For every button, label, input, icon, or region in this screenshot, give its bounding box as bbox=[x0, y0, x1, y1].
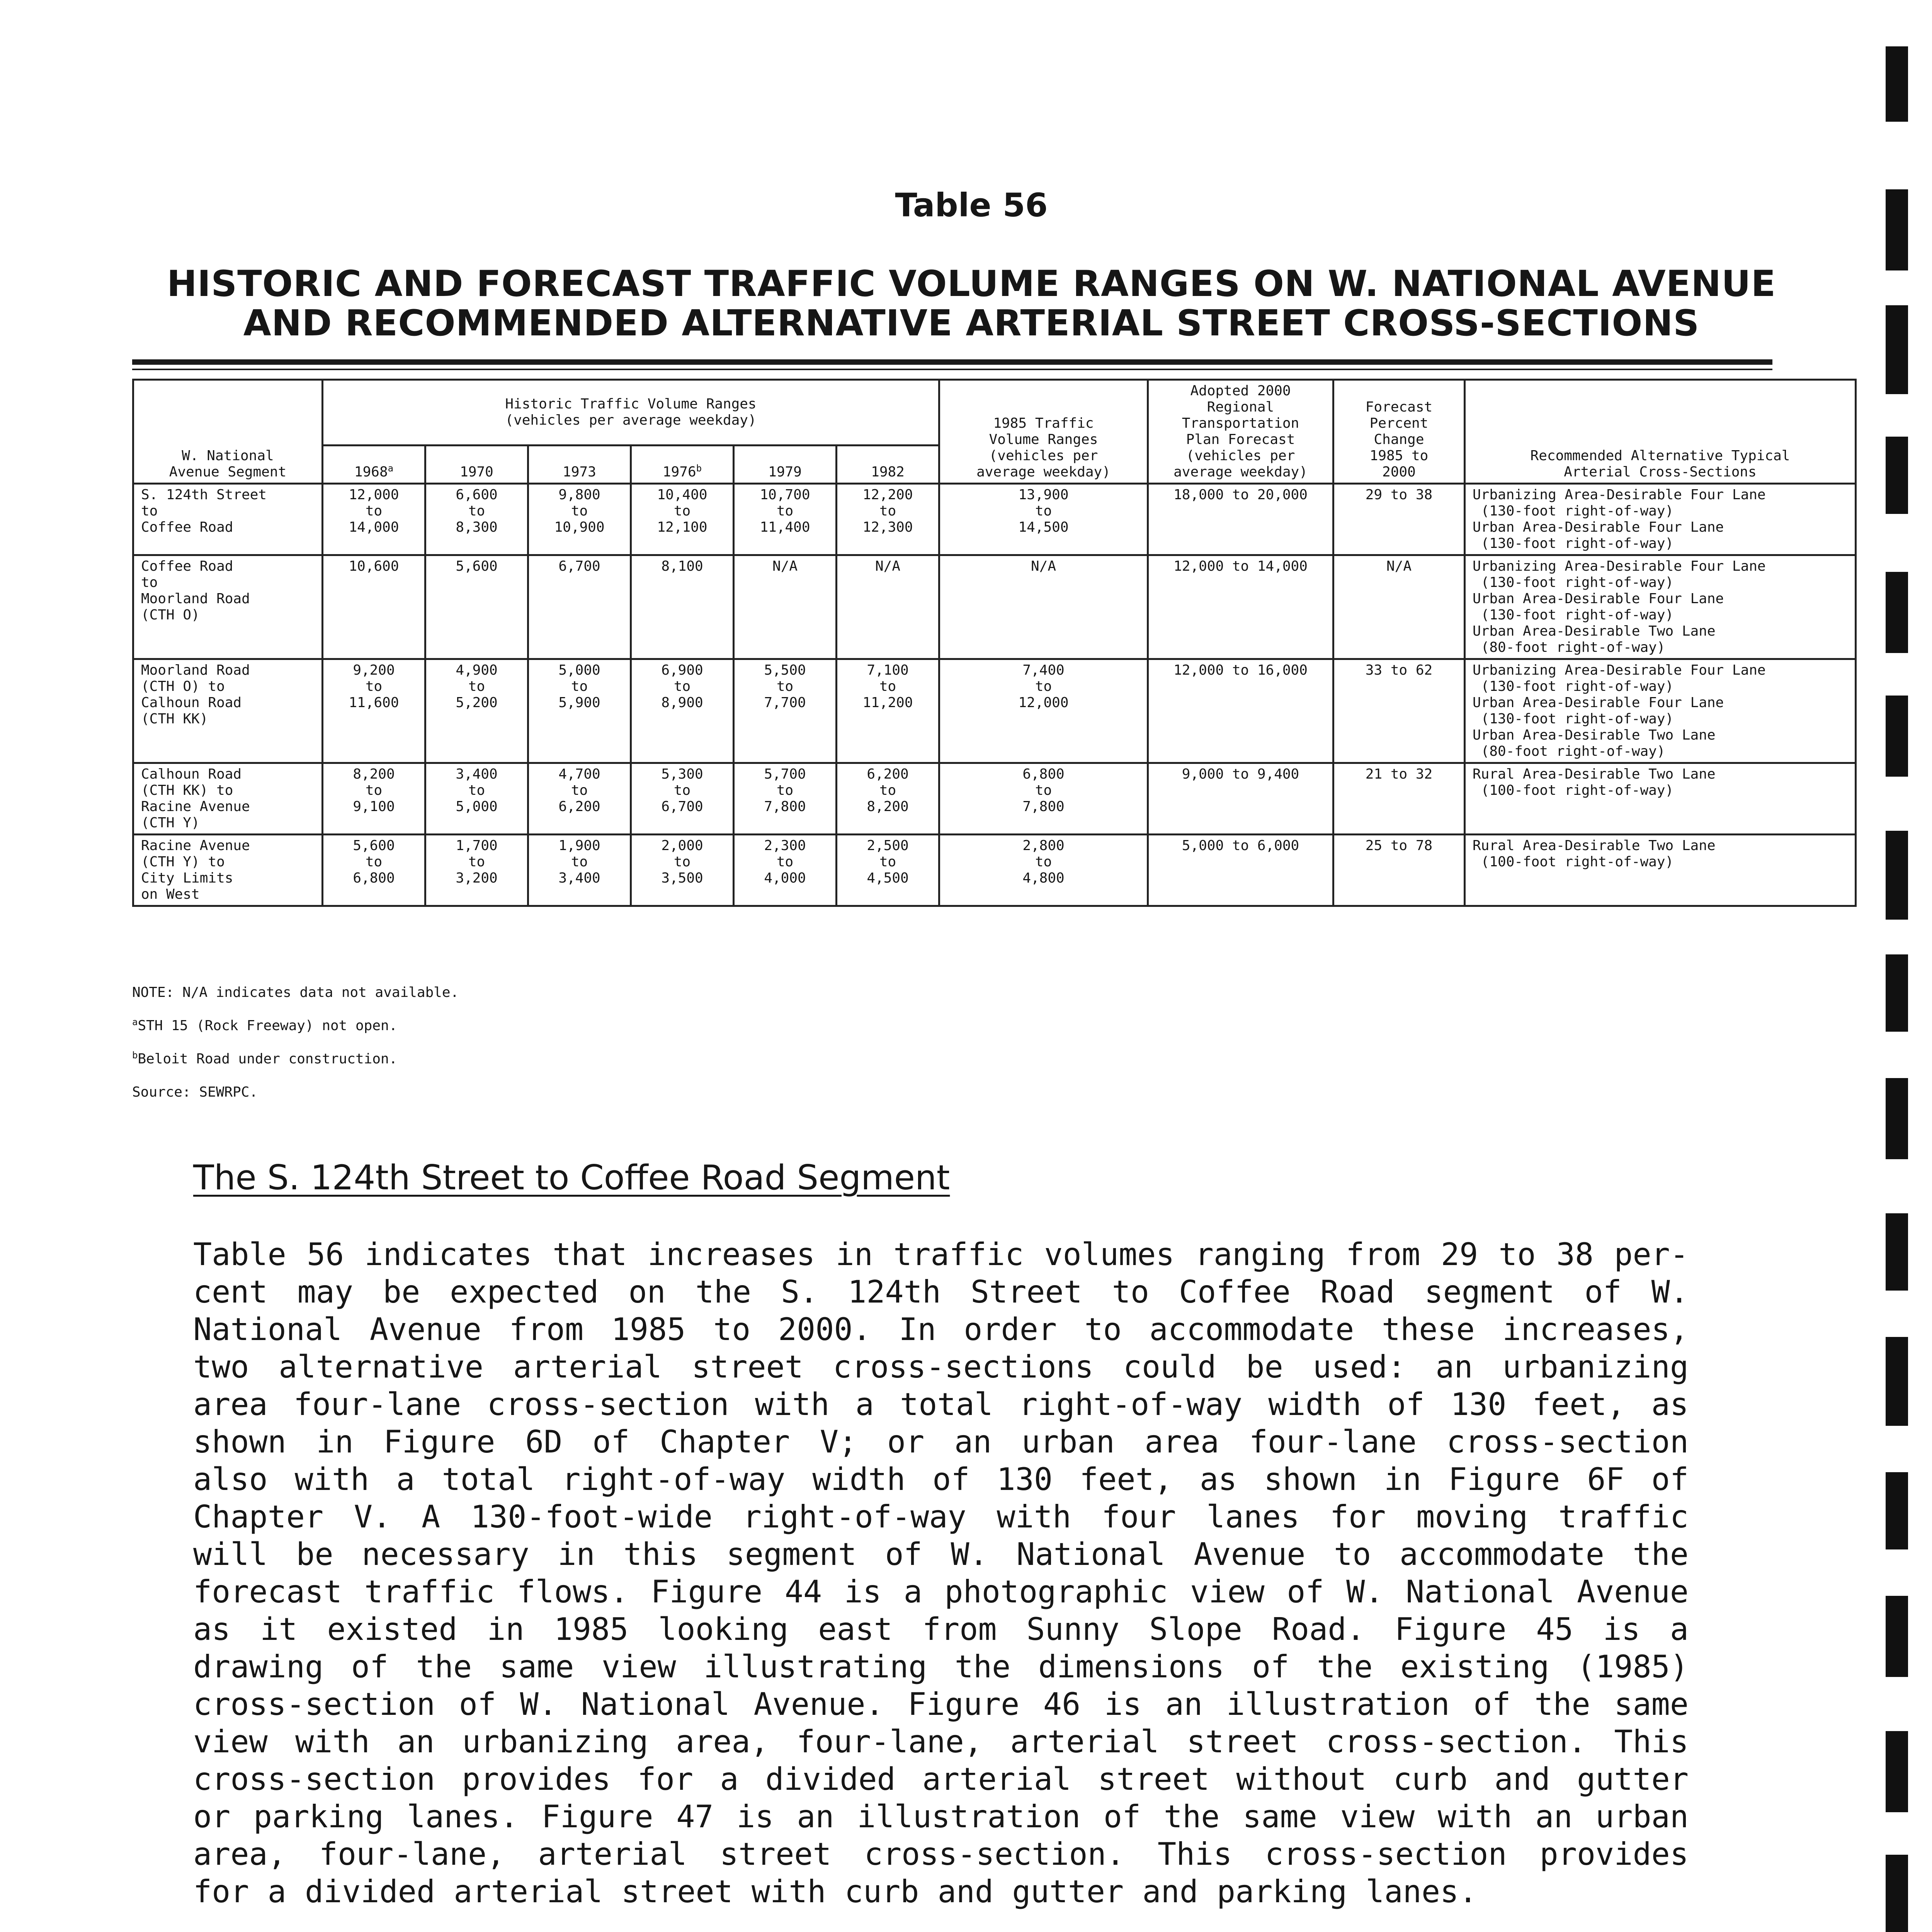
table-row bbox=[133, 835, 1856, 906]
header-year: 1970 bbox=[425, 445, 528, 483]
text-line: Chapter V. A 130-foot-wide right-of-way with four lanes for moving traffic bbox=[193, 1499, 1689, 1535]
header-year: 1973 bbox=[528, 445, 631, 483]
title-rule-thin bbox=[132, 369, 1772, 370]
header-percent-change: Forecast Percent Change 1985 to 2000 bbox=[1333, 380, 1465, 484]
margin-bar bbox=[1886, 696, 1908, 777]
forecast-cell: 9,000 to 9,400 bbox=[1148, 763, 1333, 835]
text-line: will be necessary in this segment of W. National Avenue to accommodate the bbox=[193, 1536, 1689, 1572]
table-title-line-1: HISTORIC AND FORECAST TRAFFIC VOLUME RANGES ON W. NATIONAL AVENUE bbox=[167, 263, 1776, 304]
margin-bar bbox=[1886, 1337, 1908, 1426]
historic-volume-cell: 4,900 to 5,200 bbox=[425, 659, 528, 763]
segment-cell: Calhoun Road (CTH KK) to Racine Avenue (CTH Y) bbox=[133, 763, 323, 835]
forecast-cell: 12,000 to 14,000 bbox=[1148, 555, 1333, 659]
historic-volume-cell: 7,100 to 11,200 bbox=[837, 659, 939, 763]
segment-cell: Moorland Road (CTH O) to Calhoun Road (CTH KK) bbox=[133, 659, 323, 763]
header-alternatives: Recommended Alternative Typical Arterial Cross-Sections bbox=[1465, 380, 1856, 484]
header-plan-forecast: Adopted 2000 Regional Transportation Plan Forecast (vehicles per average weekday) bbox=[1148, 380, 1333, 484]
margin-bar bbox=[1886, 437, 1908, 514]
traffic-volume-table bbox=[132, 379, 1857, 907]
volume-1985-cell: 6,800 to 7,800 bbox=[939, 763, 1148, 835]
table-row bbox=[133, 659, 1856, 763]
text-line: National Avenue from 1985 to 2000. In order to accommodate these increases, bbox=[193, 1311, 1689, 1347]
historic-volume-cell: 2,500 to 4,500 bbox=[837, 835, 939, 906]
percent-change-cell: 33 to 62 bbox=[1333, 659, 1465, 763]
footnote-a: $^a$STH 15 (Rock Freeway) not open. bbox=[132, 1017, 398, 1034]
text-line: area four-lane cross-section with a total right-of-way width of 130 feet, as bbox=[193, 1386, 1689, 1422]
header-historic-group: Historic Traffic Volume Ranges (vehicles per average weekday) bbox=[323, 380, 939, 446]
margin-bar bbox=[1886, 954, 1908, 1032]
historic-volume-cell: 2,000 to 3,500 bbox=[631, 835, 734, 906]
header-year: 1968$^a$ bbox=[323, 445, 425, 483]
alternatives-cell: Rural Area-Desirable Two Lane (100-foot right-of-way) bbox=[1465, 763, 1856, 835]
text-line: for a divided arterial street with curb and gutter and parking lanes. bbox=[193, 1874, 1478, 1910]
margin-bar bbox=[1886, 189, 1908, 270]
header-year: 1979 bbox=[734, 445, 837, 483]
text-line: shown in Figure 6D of Chapter V; or an urban area four-lane cross-section bbox=[193, 1424, 1689, 1460]
text-line: forecast traffic flows. Figure 44 is a photographic view of W. National Avenue bbox=[193, 1574, 1689, 1610]
margin-bar bbox=[1886, 831, 1908, 920]
percent-change-cell: 29 to 38 bbox=[1333, 484, 1465, 555]
alternatives-cell: Urbanizing Area-Desirable Four Lane (130-foot right-of-way) Urban Area-Desirable Four Lane (130-foot right-of-way) Urban Area-Desirable Two Lane (80-foot right-of-way) bbox=[1465, 555, 1856, 659]
margin-bar bbox=[1886, 1596, 1908, 1677]
section-heading-124th-to-coffee: The S. 124th Street to Coffee Road Segment bbox=[193, 1158, 950, 1197]
text-line: area, four-lane, arterial street cross-section. This cross-section provides bbox=[193, 1836, 1689, 1872]
text-line: view with an urbanizing area, four-lane, arterial street cross-section. This bbox=[193, 1724, 1689, 1760]
table-title-line-2: AND RECOMMENDED ALTERNATIVE ARTERIAL STREET CROSS-SECTIONS bbox=[243, 302, 1700, 344]
segment-cell: Racine Avenue (CTH Y) to City Limits on West bbox=[133, 835, 323, 906]
forecast-cell: 5,000 to 6,000 bbox=[1148, 835, 1333, 906]
historic-volume-cell: 6,600 to 8,300 bbox=[425, 484, 528, 555]
header-1985-volume: 1985 Traffic Volume Ranges (vehicles per average weekday) bbox=[939, 380, 1148, 484]
historic-volume-cell: N/A bbox=[734, 555, 837, 659]
percent-change-cell: N/A bbox=[1333, 555, 1465, 659]
historic-volume-cell: 5,600 bbox=[425, 555, 528, 659]
table-header-row-1 bbox=[133, 380, 1856, 446]
percent-change-cell: 21 to 32 bbox=[1333, 763, 1465, 835]
margin-bar bbox=[1886, 305, 1908, 394]
margin-bar bbox=[1886, 1213, 1908, 1291]
historic-volume-cell: 8,100 bbox=[631, 555, 734, 659]
historic-volume-cell: 1,700 to 3,200 bbox=[425, 835, 528, 906]
volume-1985-cell: 7,400 to 12,000 bbox=[939, 659, 1148, 763]
historic-volume-cell: 5,000 to 5,900 bbox=[528, 659, 631, 763]
historic-volume-cell: 8,200 to 9,100 bbox=[323, 763, 425, 835]
forecast-cell: 12,000 to 16,000 bbox=[1148, 659, 1333, 763]
volume-1985-cell: N/A bbox=[939, 555, 1148, 659]
volume-1985-cell: 2,800 to 4,800 bbox=[939, 835, 1148, 906]
historic-volume-cell: 10,700 to 11,400 bbox=[734, 484, 837, 555]
historic-volume-cell: 5,500 to 7,700 bbox=[734, 659, 837, 763]
text-line: as it existed in 1985 looking east from Sunny Slope Road. Figure 45 is a bbox=[193, 1611, 1689, 1647]
margin-bar bbox=[1886, 1078, 1908, 1159]
alternatives-cell: Urbanizing Area-Desirable Four Lane (130-foot right-of-way) Urban Area-Desirable Four Lane (130-foot right-of-way) Urban Area-Desirable Two Lane (80-foot right-of-way) bbox=[1465, 659, 1856, 763]
historic-volume-cell: 10,600 bbox=[323, 555, 425, 659]
margin-bar bbox=[1886, 572, 1908, 653]
header-year: 1976$^b$ bbox=[631, 445, 734, 483]
historic-volume-cell: 10,400 to 12,100 bbox=[631, 484, 734, 555]
historic-volume-cell: 9,200 to 11,600 bbox=[323, 659, 425, 763]
paragraph-124th-to-coffee bbox=[193, 1236, 1689, 1910]
alternatives-cell: Rural Area-Desirable Two Lane (100-foot right-of-way) bbox=[1465, 835, 1856, 906]
table-number: Table 56 bbox=[895, 186, 1048, 224]
historic-volume-cell: N/A bbox=[837, 555, 939, 659]
table-row bbox=[133, 763, 1856, 835]
historic-volume-cell: 1,900 to 3,400 bbox=[528, 835, 631, 906]
historic-volume-cell: 6,700 bbox=[528, 555, 631, 659]
margin-bar bbox=[1886, 46, 1908, 122]
header-segment: W. National Avenue Segment bbox=[133, 380, 323, 484]
segment-cell: Coffee Road to Moorland Road (CTH O) bbox=[133, 555, 323, 659]
table-row bbox=[133, 484, 1856, 555]
margin-bar bbox=[1886, 1855, 1908, 1932]
percent-change-cell: 25 to 78 bbox=[1333, 835, 1465, 906]
header-year: 1982 bbox=[837, 445, 939, 483]
margin-bar bbox=[1886, 1472, 1908, 1549]
volume-1985-cell: 13,900 to 14,500 bbox=[939, 484, 1148, 555]
source-note: Source: SEWRPC. bbox=[132, 1084, 258, 1100]
historic-volume-cell: 6,200 to 8,200 bbox=[837, 763, 939, 835]
forecast-cell: 18,000 to 20,000 bbox=[1148, 484, 1333, 555]
historic-volume-cell: 12,000 to 14,000 bbox=[323, 484, 425, 555]
historic-volume-cell: 3,400 to 5,000 bbox=[425, 763, 528, 835]
historic-volume-cell: 9,800 to 10,900 bbox=[528, 484, 631, 555]
table-row bbox=[133, 555, 1856, 659]
text-line: cent may be expected on the S. 124th Street to Coffee Road segment of W. bbox=[193, 1274, 1689, 1310]
alternatives-cell: Urbanizing Area-Desirable Four Lane (130-foot right-of-way) Urban Area-Desirable Four Lane (130-foot right-of-way) bbox=[1465, 484, 1856, 555]
text-line: cross-section of W. National Avenue. Figure 46 is an illustration of the same bbox=[193, 1686, 1689, 1722]
historic-volume-cell: 5,600 to 6,800 bbox=[323, 835, 425, 906]
historic-volume-cell: 12,200 to 12,300 bbox=[837, 484, 939, 555]
historic-volume-cell: 5,300 to 6,700 bbox=[631, 763, 734, 835]
segment-cell: S. 124th Street to Coffee Road bbox=[133, 484, 323, 555]
historic-volume-cell: 2,300 to 4,000 bbox=[734, 835, 837, 906]
text-line: or parking lanes. Figure 47 is an illustration of the same view with an urban bbox=[193, 1799, 1689, 1835]
text-line: also with a total right-of-way width of 130 feet, as shown in Figure 6F of bbox=[193, 1461, 1689, 1497]
historic-volume-cell: 6,900 to 8,900 bbox=[631, 659, 734, 763]
footnote-b: $^b$Beloit Road under construction. bbox=[132, 1050, 398, 1067]
historic-volume-cell: 4,700 to 6,200 bbox=[528, 763, 631, 835]
text-line: drawing of the same view illustrating the dimensions of the existing (1985) bbox=[193, 1649, 1689, 1685]
historic-volume-cell: 5,700 to 7,800 bbox=[734, 763, 837, 835]
margin-bar bbox=[1886, 1731, 1908, 1812]
text-line: Table 56 indicates that increases in traffic volumes ranging from 29 to 38 per- bbox=[193, 1236, 1689, 1272]
text-line: two alternative arterial street cross-sections could be used: an urbanizing bbox=[193, 1349, 1689, 1385]
note-not-available: NOTE: N/A indicates data not available. bbox=[132, 985, 459, 1000]
title-rule-thick bbox=[132, 359, 1772, 365]
text-line: cross-section provides for a divided arterial street without curb and gutter bbox=[193, 1761, 1689, 1797]
